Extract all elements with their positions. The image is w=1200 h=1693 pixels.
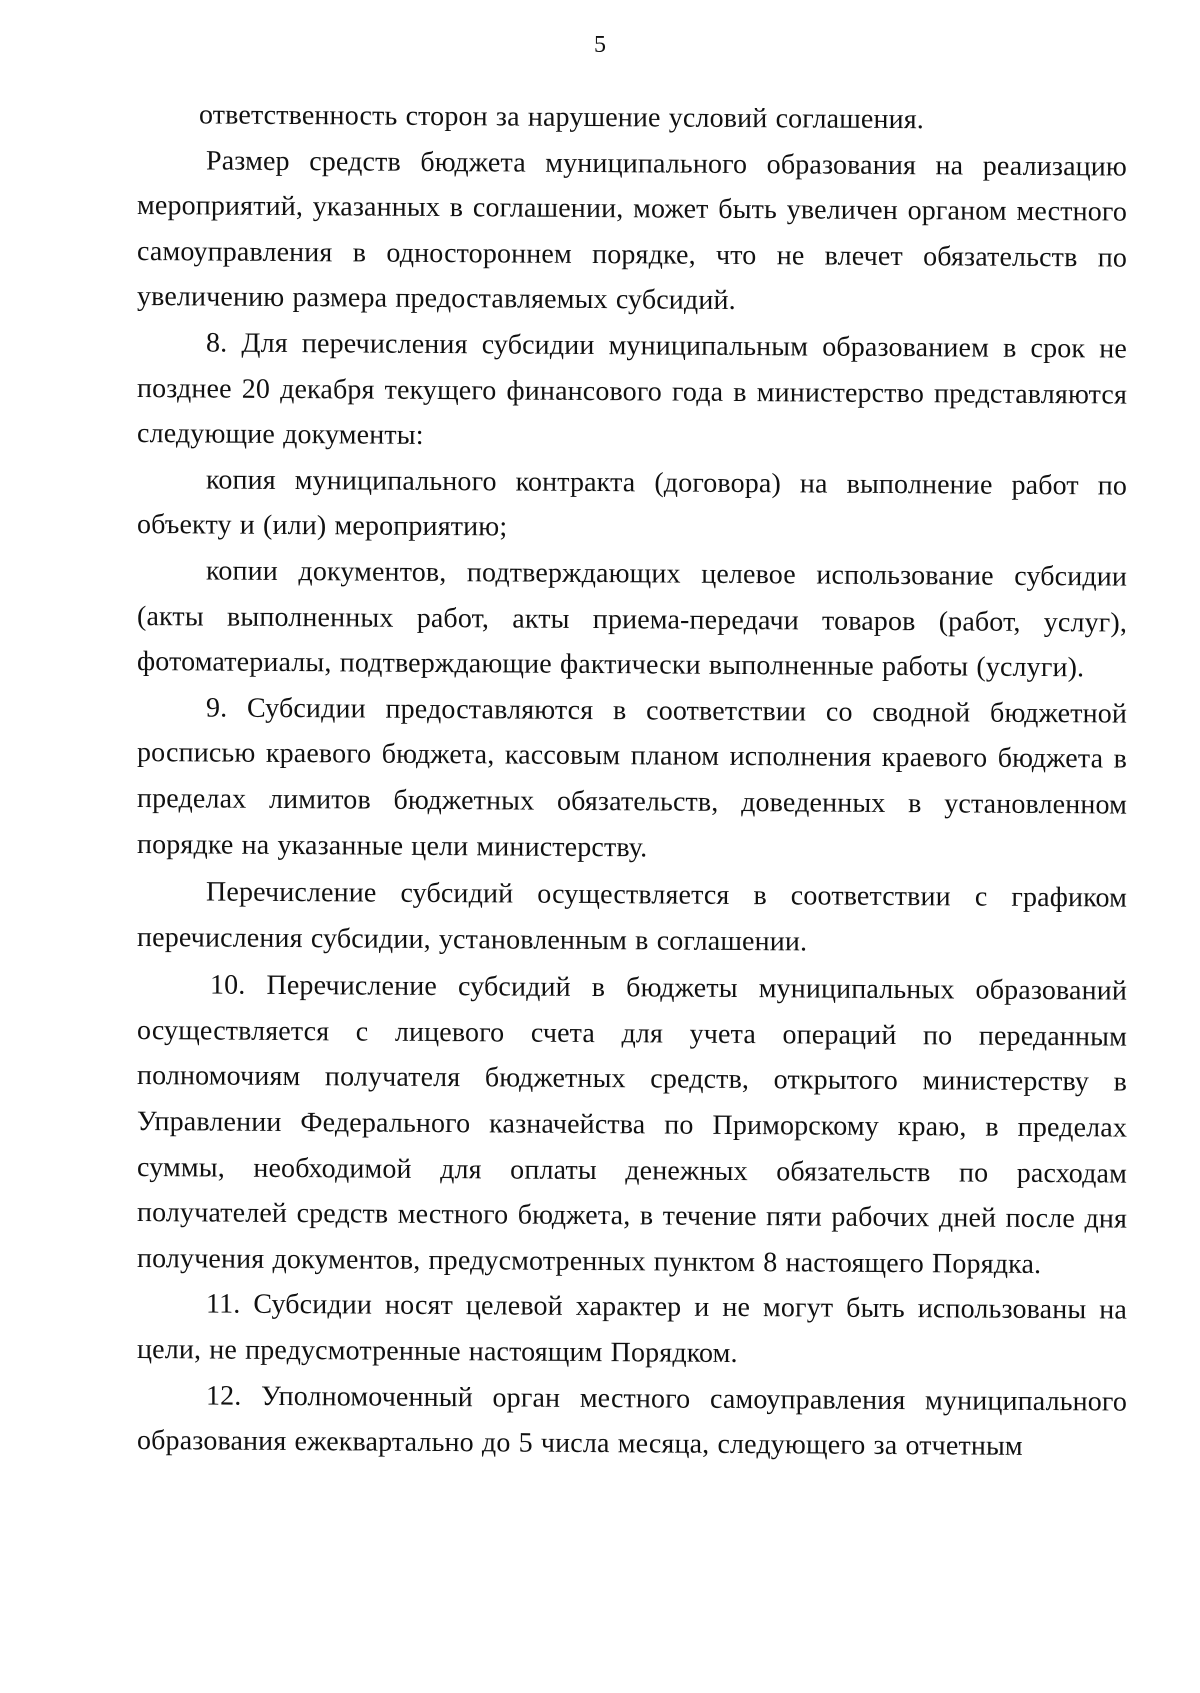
paragraph-item-10: 10. Перечисление субсидий в бюджеты муниципальных образований осуществляется с лицевого счета для учета операций по переданным полномочиям получателя бюджетных средств, открытого министерству в Управлении Федерального казначейства по Приморскому краю, в пределах суммы, необходимой для оплаты денежных обязательств по расходам получателей средств местного бюджета, в течение пяти рабочих дней после дня получения документов, предусмотренных пунктом 8 настоящего Порядка. [137, 969, 1127, 1280]
paragraph-budget-size: Размер средств бюджета муниципального образования на реализацию мероприятий, указанных в соглашении, может быть увеличен органом местного самоуправления в одностороннем порядке, что не влечет обязательств по увеличению размера предоставляемых субсидий. [137, 145, 1127, 317]
paragraph-transfer-schedule: Перечисление субсидий осуществляется в соответствии с графиком перечисления субсидии, установленным в соглашении. [137, 876, 1127, 958]
paragraph-liability: ответственность сторон за нарушение условий соглашения. [199, 99, 924, 136]
paragraph-item-9: 9. Субсидии предоставляются в соответствии со сводной бюджетной росписью краевого бюджета, кассовым планом исполнения краевого бюджета в пределах лимитов бюджетных обязательств, доведенных в установленном порядке на указанные цели министерству. [137, 692, 1127, 863]
document-body [137, 92, 1127, 1470]
page-number: 5 [594, 32, 606, 58]
paragraph-item-8: 8. Для перечисления субсидии муниципальным образованием в срок не позднее 20 декабря текущего финансового года в министерство представляются следующие документы: [137, 327, 1127, 452]
paragraph-item-11: 11. Субсидии носят целевой характер и не могут быть использованы на цели, не предусмотренные настоящим Порядком. [137, 1288, 1127, 1370]
paragraph-item-12: 12. Уполномоченный орган местного самоуправления муниципального образования ежеквартально до 5 числа месяца, следующего за отчетным [137, 1380, 1127, 1463]
paragraph-document-copies: копии документов, подтверждающих целевое использование субсидии (акты выполненных работ, акты приема-передачи товаров (работ, услуг), фотоматериалы, подтверждающие фактически выполненные работы (услуги). [137, 555, 1127, 684]
paragraph-contract-copy: копия муниципального контракта (договора) на выполнение работ по объекту и (или) мероприятию; [137, 464, 1127, 543]
